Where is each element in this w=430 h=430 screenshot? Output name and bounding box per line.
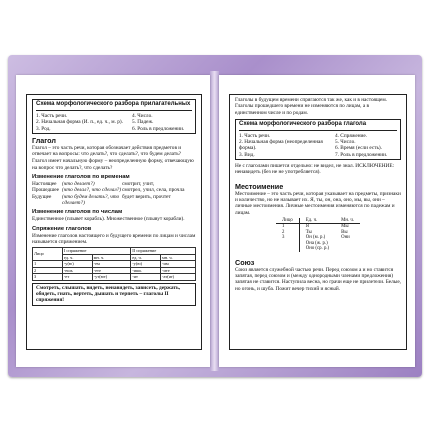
exceptions-text: Смотреть, слышать, видеть, ненавидеть, зависеть, держать, обидеть, гнать, вертеть, дышать и терпеть – глаголы II спряжения! (36, 284, 181, 304)
table-cell: 1 (33, 261, 63, 268)
table-cell: -у(ю) (131, 261, 161, 268)
scheme-col-left (239, 133, 335, 158)
scheme-item: 5. Число. (335, 139, 356, 146)
divider (36, 110, 192, 111)
tense-question: (что будем делать?, что сделает?) (62, 193, 120, 206)
verb-infinitive: Глагол имеет начальную форму – неопределенную форму, отвечающую на вопрос что делать?, что сделать? (32, 158, 194, 171)
union-text: Союз является служебной частью речи. Перед союзом а и но ставится запятая, перед союзом и (между однородными членами предложения) запятая не ставится. Наступила весна, но грачи еще не прилетели. Белые, но огонь, и шуба. Пожит вечер тихий и ясный. (235, 266, 402, 292)
scheme-item: 6. Роль в предложении. (132, 125, 185, 132)
verb-definition: Глагол – это часть речи, которая обозначает действия предметов и отвечает на вопросы: что делать?, что сделать?, что будем делать? (32, 144, 182, 158)
tense-question: (что делает?) (62, 181, 95, 188)
verb-scheme-title: Схема морфологического разбора глагола (239, 120, 367, 127)
table-cell: -ут(ют) (92, 274, 131, 281)
table-cell: Ты (305, 229, 312, 235)
exceptions-box (32, 283, 196, 306)
table-cell: 2 (33, 267, 63, 274)
ne-with-verbs-note: Не с глаголами пишется отдельно: не видел, не знал. ИСКЛЮЧЕНИЕ: ненавидеть (без не не употребляется). (235, 163, 395, 176)
table-header-cell: ед. ч. (131, 254, 161, 261)
pronoun-definition: Местоимение – это часть речи, которая указывает на предметы, признаки и количество, но не называет их. Я, ты, он, она, оно, мы, вы, они – личные местоимения. Личные местоимения изменяются по падежам и лицам. (235, 190, 401, 216)
scheme-col-left (36, 113, 132, 132)
book-spine (210, 71, 219, 371)
scheme-item: 2. Начальная форма (неопределенная форма). (239, 139, 323, 152)
table-cell: 2 (276, 230, 299, 236)
adjective-scheme-box (32, 99, 196, 134)
table-cell: Вы (341, 229, 348, 235)
conjugation-text: Изменение глаголов настоящего и будущего времени по лицам и числам называется спряжением. (32, 232, 196, 245)
scheme-item: 6. Время (если есть). (335, 145, 382, 152)
table-cell: -ешь (62, 267, 92, 274)
tense-name: Будущее (32, 193, 52, 200)
table-cell: -у(ю) (62, 261, 92, 268)
adjective-scheme-list (36, 113, 192, 132)
table-cell: -ите (161, 267, 196, 274)
table-header-cell: ед. ч. (62, 254, 92, 261)
table-cell: Мы (341, 224, 349, 230)
table-cell: -ит (131, 274, 161, 281)
future-tense-note: Глаголы в будущем времени спрягаются так же, как и в настоящем. Глаголы прошедшего времени не изменяются по лицам, а в единственном числе и по родам. (235, 97, 388, 116)
tense-question: (что делал?, что сделал?) (62, 187, 122, 194)
table-cell: Оно (ср. р.) (305, 246, 330, 252)
adjective-scheme-title: Схема морфологического разбора прилагательных (36, 101, 191, 107)
right-page-frame (229, 94, 407, 350)
scheme-item: 3. Вид. (239, 151, 255, 158)
table-header-cell: II спряжение (131, 248, 196, 255)
right-page (219, 75, 415, 367)
left-page-frame (26, 94, 202, 350)
table-cell: 3 (276, 235, 299, 241)
table-header-cell: I спряжение (62, 248, 130, 255)
number-text: Единственное (плывет корабль). Множественное (плывут корабли). (32, 216, 185, 223)
scheme-item: 4. Спряжение. (335, 132, 368, 139)
conjugation-heading: Спряжение глаголов (32, 225, 92, 232)
table-header-cell: мн. ч. (161, 254, 196, 261)
table-row (33, 274, 196, 281)
tense-row (32, 194, 196, 207)
table-cell: -им (161, 261, 196, 268)
tense-example: смотрит, учит, (122, 181, 155, 188)
table-header-cell: Мн. ч. (335, 218, 360, 224)
table-row (276, 246, 360, 252)
scheme-item: 7. Роль в предложении. (335, 151, 388, 158)
table-cell: Она (ж. р.) (305, 240, 328, 246)
table-cell: 1 (276, 224, 299, 230)
table-cell: Они (341, 235, 350, 241)
table-header-cell: Лицо (33, 248, 63, 261)
scheme-item: 1. Часть речи. (36, 113, 68, 119)
tense-example: будет верить, прочтет (122, 193, 171, 200)
pronoun-table (276, 218, 360, 252)
divider (239, 130, 397, 131)
table-cell: -ет (62, 274, 92, 281)
table-header-cell: Лицо (276, 218, 299, 224)
table-cell: -ат(ят) (161, 274, 196, 281)
tense-name: Настоящее (32, 181, 57, 188)
verb-heading: Глагол (32, 135, 56, 145)
table-cell: -ете (92, 267, 131, 274)
scheme-col-right (132, 113, 192, 132)
verb-scheme-box (235, 119, 401, 160)
scheme-col-right (335, 133, 397, 158)
left-page (16, 75, 210, 367)
verb-scheme-list (239, 133, 397, 158)
table-cell (276, 246, 299, 252)
tense-heading: Изменение глаголов по временам (32, 174, 130, 181)
scheme-item: 2. Начальная форма (И. п., ед. ч., м. р). (36, 119, 124, 126)
pronoun-heading: Местоимение (235, 181, 284, 191)
scheme-item: 3. Род. (36, 125, 51, 132)
number-heading: Изменение глаголов по числам (32, 209, 123, 216)
table-cell: -ишь (131, 267, 161, 274)
table-cell: Он (м. р.) (305, 235, 326, 241)
table-cell: Я (305, 224, 309, 230)
scheme-item: 5. Падеж. (132, 119, 154, 126)
conjugation-table (32, 247, 196, 281)
table-cell: -ем (92, 261, 131, 268)
scheme-item: 1. Часть речи. (239, 132, 271, 139)
table-header-cell: мн. ч. (92, 254, 131, 261)
tense-name: Прошедшее (32, 187, 59, 194)
table-header-cell: Ед. ч. (299, 218, 335, 224)
tense-example: смотрел, учил, села, прочла (122, 187, 185, 194)
table-cell: 3 (33, 274, 63, 281)
union-heading: Союз (235, 257, 255, 267)
table-cell (335, 246, 360, 252)
scheme-item: 4. Число. (132, 113, 153, 119)
